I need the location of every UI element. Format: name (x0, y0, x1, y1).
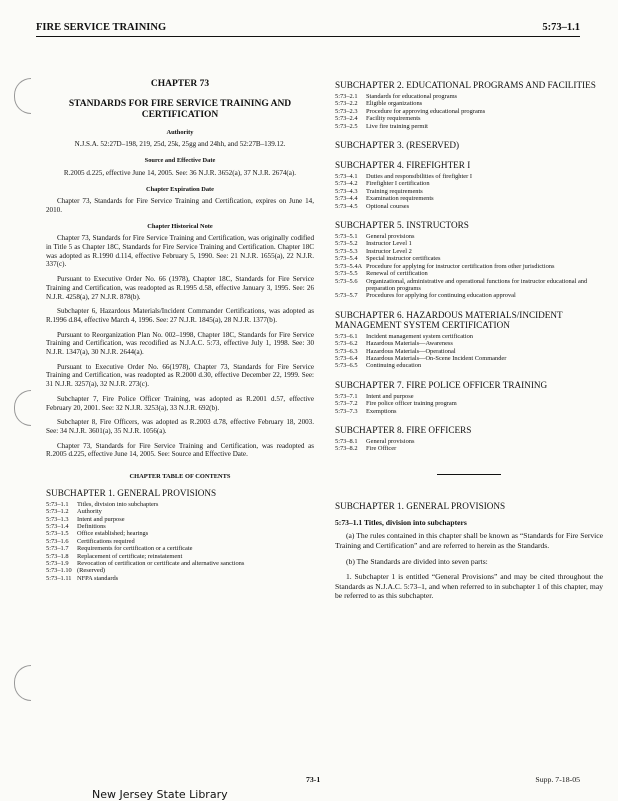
toc-entry (46, 567, 314, 574)
toc-entry-title: Intent and purpose (366, 392, 414, 400)
toc-entry-title: Firefighter I certification (366, 180, 430, 188)
historical-paragraph: Subchapter 8, Fire Officers, was adopted as R.2003 d.78, effective February 18, 2003. See: 34 N.J.R. 3601(a), 35 N.J.R. 1056(a). (46, 418, 314, 435)
authority-text: N.J.S.A. 52:27D–198, 219, 25d, 25k, 25gg and 24hh, and 52:27B–139.12. (74, 140, 286, 149)
historical-paragraph: Pursuant to Reorganization Plan No. 002–1998, Chapter 18C, Standards for Fire Service Training and Certification, was recodified as N.J.A.C. 5:73, effective July 1, 1998. See: 30 N.J.R. 1347(a), 30 N.J.R. 2644(a). (46, 330, 314, 357)
subchapter-heading: SUBCHAPTER 4. FIREFIGHTER I (335, 160, 471, 171)
toc-entry-number: 5:73–6.4 (335, 354, 358, 362)
toc-entry-number: 5:73–6.2 (335, 340, 358, 348)
toc-entry-title: Standards for educational programs (366, 93, 458, 100)
toc-entry-title: Facility requirements (366, 115, 421, 123)
toc-entry (335, 188, 603, 195)
toc-entry-title: Procedure for applying for instructor certification from other jurisdictions (366, 262, 555, 270)
historical-paragraph: Subchapter 6, Hazardous Materials/Incident Commander Certifications, was adopted as R.1996 d.84, effective March 4, 1996. See: 27 N.J.R. 1845(a), 28 N.J.R. 1377(b). (46, 307, 314, 324)
toc-entry (335, 340, 603, 347)
toc-entry-number: 5:73–8.1 (335, 437, 358, 445)
toc-entry-title: Training requirements (366, 187, 423, 195)
toc-entry (335, 270, 603, 277)
subchapter-heading: SUBCHAPTER 3. (RESERVED) (335, 140, 460, 151)
toc-entry (335, 173, 603, 180)
toc-entry-title: Optional courses (366, 202, 410, 210)
toc-entry (46, 560, 314, 567)
toc-entry-number: 5:73–2.5 (335, 122, 358, 130)
toc-entry (335, 203, 603, 210)
toc-continued (335, 80, 603, 453)
toc-entry (46, 553, 314, 560)
subchapter-heading: SUBCHAPTER 5. INSTRUCTORS (335, 220, 469, 231)
subchapter-heading: SUBCHAPTER 1. GENERAL PROVISIONS (46, 487, 217, 498)
header-section-number: 5:73–1.1 (542, 22, 580, 33)
library-stamp: New Jersey State Library (92, 788, 228, 801)
toc-entry-number: 5:73–1.9 (46, 560, 69, 568)
punch-hole-mark (14, 390, 31, 426)
punch-hole-mark (14, 78, 31, 114)
toc-entry-title: Certifications required (77, 537, 135, 545)
toc-entry-number: 5:73–4.5 (335, 202, 358, 210)
toc-entry-number: 5:73–4.3 (335, 187, 358, 195)
toc-entry-number: 5:73–5.4 (335, 255, 358, 263)
toc-entry (46, 575, 314, 582)
toc-entry-number: 5:73–5.2 (335, 240, 358, 248)
toc-entry-title: Fire police officer training program (366, 400, 457, 408)
subchapter-heading: SUBCHAPTER 6. HAZARDOUS MATERIALS/INCIDENT MANAGEMENT SYSTEM CERTIFICATION (335, 309, 563, 330)
toc-entry-title: Eligible organizations (366, 100, 423, 108)
toc-entry-title: Hazardous Materials—Operational (366, 347, 456, 355)
toc-entry-number: 5:73–8.2 (335, 445, 358, 453)
toc-entry-title: Duties and responsibilities of firefighter I (366, 173, 472, 181)
toc-entry-number: 5:73–7.3 (335, 407, 358, 415)
toc-entry-number: 5:73–1.6 (46, 537, 69, 545)
toc-entry-title: Live fire training permit (366, 122, 428, 130)
toc-entry (335, 123, 603, 130)
toc-entry (335, 333, 603, 340)
toc-entry (46, 501, 314, 508)
toc-entry-title: Fire Officer (366, 445, 397, 453)
toc-entry (335, 93, 603, 100)
toc-entry (335, 180, 603, 187)
toc-entry-number: 5:73–6.3 (335, 347, 358, 355)
toc-entry-number: 5:73–2.4 (335, 115, 358, 123)
toc-entry-title: Hazardous Materials—On-Scene Incident Commander (366, 354, 507, 362)
historical-paragraph: Pursuant to Executive Order No. 66 (1978), Chapter 18C, Standards for Fire Service Training and Certification, was readopted as R.1995 d.58, effective January 3, 1995. See: 26 N.J.R. 4258(a), 27 N.J.R. 878(b). (46, 275, 314, 301)
toc-entry (335, 115, 603, 122)
historical-heading: Chapter Historical Note (147, 222, 213, 230)
toc-entry (335, 233, 603, 240)
header-title: FIRE SERVICE TRAINING (36, 22, 167, 33)
subchapter-heading: SUBCHAPTER 7. FIRE POLICE OFFICER TRAINING (335, 379, 548, 390)
toc-entry (335, 348, 603, 355)
toc-entry (46, 516, 314, 523)
expiration-heading: Chapter Expiration Date (145, 185, 215, 193)
toc-entry (46, 523, 314, 530)
toc-entry-title: General provisions (366, 437, 415, 445)
toc-entry (335, 100, 603, 107)
toc-entry-number: 5:73–5.5 (335, 270, 358, 278)
chapter-number: CHAPTER 73 (150, 79, 210, 89)
toc-entry-number: 5:73–6.1 (335, 332, 358, 340)
body-paragraph: (a) The rules contained in this chapter shall be known as “Standards for Fire Service Training and Certification” and are referred to herein as the Standards. (335, 531, 603, 551)
toc-entry-title: (Reserved) (77, 567, 106, 575)
toc-entry-title: Office established; hearings (77, 530, 149, 538)
toc-entry (335, 240, 603, 247)
toc-entry-title: Organizational, administrative and operational functions for instructor educational and preparation programs (366, 277, 588, 292)
toc-entry-number: 5:73–4.1 (335, 173, 358, 181)
expiration-text: Chapter 73, Standards for Fire Service Training and Certification, expires on June 14, 2010. (46, 197, 314, 214)
source-text: R.2005 d.225, effective June 14, 2005. See: 36 N.J.R. 3652(a), 37 N.J.R. 2674(a). (63, 168, 297, 177)
toc-entry-title: Procedure for approving educational programs (366, 107, 486, 115)
toc-entry-title: Incident management system certification (366, 332, 474, 340)
left-column (46, 80, 314, 582)
toc-entry (46, 508, 314, 515)
source-heading: Source and Effective Date (144, 157, 216, 165)
toc-entry (335, 362, 603, 369)
toc-entry-number: 5:73–1.8 (46, 552, 69, 560)
historical-paragraph: Chapter 73, Standards for Fire Service Training and Certification, was originally codified in Title 5 as Chapter 18C, Standards for Fire Service Training and Certification. Chapter 18C was adopted as R.1990 d.114, effective February 5, 1990. See: 21 N.J.R. 1655(a), 22 N.J.R. 337(c). (46, 234, 314, 269)
toc-entry-number: 5:73–2.1 (335, 93, 358, 100)
toc-entry (335, 445, 603, 452)
toc-entry-number: 5:73–5.6 (335, 277, 358, 285)
toc-entry (46, 530, 314, 537)
subchapter-heading: SUBCHAPTER 2. EDUCATIONAL PROGRAMS AND FACILITIES (335, 80, 596, 90)
right-column (335, 80, 603, 607)
toc-entry-title: Instructor Level 1 (366, 240, 412, 248)
toc-entry-number: 5:73–7.1 (335, 392, 358, 400)
toc-entry (335, 278, 603, 293)
toc-entry (335, 255, 603, 262)
toc-entry-title: Requirements for certification or a certificate (77, 545, 193, 553)
toc-entry-number: 5:73–1.3 (46, 515, 69, 523)
toc-entry-number: 5:73–5.4A (335, 262, 363, 270)
toc-entry (335, 263, 603, 270)
toc-entry (335, 248, 603, 255)
toc-entry (335, 355, 603, 362)
subchapter-heading: SUBCHAPTER 8. FIRE OFFICERS (335, 424, 472, 435)
toc-entry (335, 400, 603, 407)
toc-entry-number: 5:73–2.2 (335, 100, 358, 108)
toc-entry (335, 393, 603, 400)
toc-entry-number: 5:73–2.3 (335, 107, 358, 115)
toc-entry-number: 5:73–1.4 (46, 523, 69, 531)
toc-entry-title: Procedures for applying for continuing education approval (366, 292, 516, 300)
toc-entry-number: 5:73–4.2 (335, 180, 358, 188)
toc-entry (335, 292, 603, 299)
toc-entry-title: Intent and purpose (77, 515, 125, 523)
toc-entry-number: 5:73–4.4 (335, 195, 358, 203)
toc-entry-number: 5:73–5.1 (335, 233, 358, 241)
toc-entry-title: Replacement of certificate; reinstatement (77, 552, 183, 560)
toc-entry-number: 5:73–1.11 (46, 574, 72, 582)
toc-entry (46, 545, 314, 552)
body-subchapter-heading: SUBCHAPTER 1. GENERAL PROVISIONS (335, 500, 506, 511)
toc-entry-number: 5:73–6.5 (335, 362, 358, 370)
toc-entry-title: Examination requirements (366, 195, 434, 203)
historical-paragraph: Chapter 73, Standards for Fire Service Training and Certification, was readopted as R.2005 d.225, effective June 14, 2005. See: Source and Effective Date. (46, 441, 314, 459)
page-footer (46, 775, 580, 787)
punch-hole-mark (14, 665, 31, 701)
toc-entry-title: Instructor Level 2 (366, 247, 412, 255)
toc-entry (335, 108, 603, 115)
toc-entry (335, 195, 603, 202)
authority-heading: Authority (166, 128, 194, 136)
toc-entry-title: NFPA standards (77, 574, 119, 582)
toc-entry-title: Authority (77, 508, 102, 516)
toc-entry-number: 5:73–5.3 (335, 247, 358, 255)
toc-entry (335, 438, 603, 445)
toc-entry-number: 5:73–5.7 (335, 292, 358, 300)
toc-entry-title: Exemptions (366, 407, 397, 415)
toc-entry-title: Revocation of certification or certificate and alternative sanctions (77, 560, 245, 568)
toc-entry-number: 5:73–1.5 (46, 530, 69, 538)
toc-entry (335, 408, 603, 415)
toc-entry-number: 5:73–1.10 (46, 567, 72, 575)
body-paragraph: (b) The Standards are divided into seven parts: (346, 556, 488, 566)
toc-entry-title: Continuing education (366, 362, 422, 370)
body-paragraph: 1. Subchapter 1 is entitled “General Provisions” and may be cited throughout the Standards as N.J.A.C. 5:73–1, and when referred to in subchapter 1 of this chapter, may be referred to as this subchapter. (335, 572, 603, 601)
supplement-date: Supp. 7-18-05 (535, 775, 580, 784)
toc-entry (46, 538, 314, 545)
toc-entry-title: General provisions (366, 233, 415, 241)
toc-list (46, 501, 314, 582)
toc-heading: CHAPTER TABLE OF CONTENTS (129, 473, 231, 481)
section-title: 5:73–1.1 Titles, division into subchapters (335, 517, 467, 527)
toc-entry-number: 5:73–1.2 (46, 508, 69, 516)
page-number: 73-1 (306, 775, 321, 784)
running-header (36, 22, 580, 37)
toc-entry-title: Renewal of certification (366, 270, 428, 278)
toc-entry-number: 5:73–1.7 (46, 545, 69, 553)
toc-entry-number: 5:73–7.2 (335, 400, 358, 408)
toc-entry-title: Definitions (77, 523, 106, 531)
section-divider (437, 474, 501, 475)
historical-paragraph: Subchapter 7, Fire Police Officer Training, was adopted as R.2001 d.57, effective February 20, 2001. See: 32 N.J.R. 3253(a), 33 N.J.R. 692(b). (46, 394, 314, 412)
toc-entry-number: 5:73–1.1 (46, 500, 69, 508)
toc-entry-title: Special instructor certificates (366, 255, 441, 263)
toc-entry-title: Titles, division into subchapters (77, 500, 159, 508)
chapter-title: STANDARDS FOR FIRE SERVICE TRAINING AND CERTIFICATION (68, 98, 292, 120)
historical-paragraph: Pursuant to Executive Order No. 66(1978), Chapter 73, Standards for Fire Service Training and Certification, was readopted as R.2000 d.30, effective December 22, 1999. See: 31 N.J.R. 3257(a), 32 N.J.R. 273(c). (46, 362, 314, 389)
toc-entry-title: Hazardous Materials—Awareness (366, 340, 453, 348)
